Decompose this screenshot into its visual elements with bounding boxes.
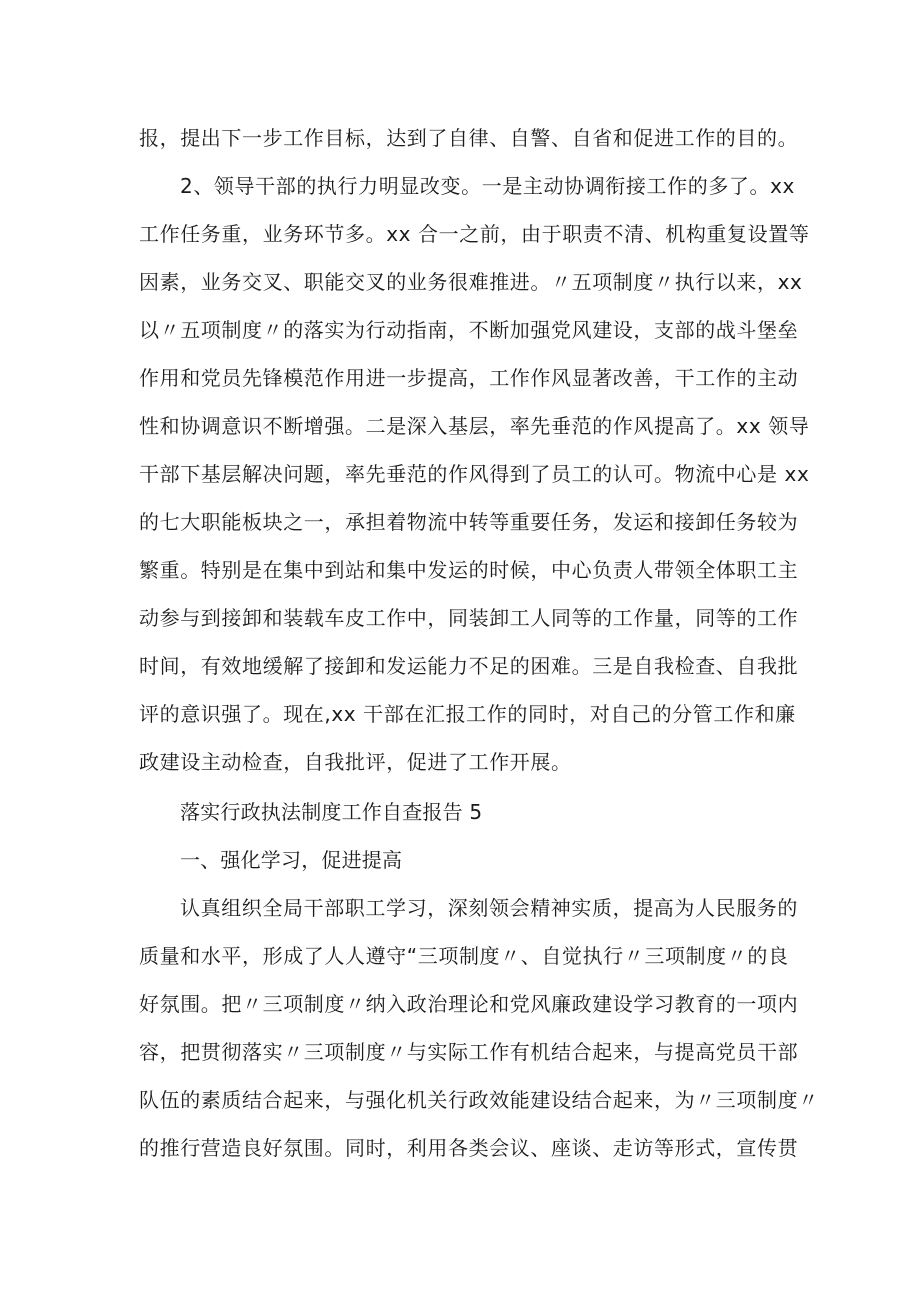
text-line: 报，提出下一步工作目标，达到了自律、自警、自省和促进工作的目的。: [139, 126, 799, 150]
text-line: 作用和党员先锋模范作用进一步提高，工作作风显著改善，干工作的主动: [139, 366, 799, 390]
text-line: 以〃五项制度〃的落实为行动指南，不断加强党风建设，支部的战斗堡垒: [139, 318, 799, 342]
subsection-title: 一、强化学习，促进提高: [180, 848, 403, 872]
section-heading: 落实行政执法制度工作自查报告 5: [180, 800, 483, 824]
text-line: 繁重。特别是在集中到站和集中发运的时候，中心负责人带领全体职工主: [139, 558, 799, 582]
text-line: 的推行营造良好氛围。同时，利用各类会议、座谈、走访等形式，宣传贯: [139, 1136, 799, 1160]
text-line: 队伍的素质结合起来，与强化机关行政效能建设结合起来，为〃三项制度〃: [139, 1088, 819, 1112]
text-line: 政建设主动检查，自我批评，促进了工作开展。: [139, 750, 572, 774]
text-line: 时间，有效地缓解了接卸和发运能力不足的困难。三是自我检查、自我批: [139, 654, 799, 678]
text-line: 认真组织全局干部职工学习，深刻领会精神实质，提高为人民服务的: [180, 896, 798, 920]
text-line: 性和协调意识不断增强。二是深入基层，率先垂范的作风提高了。xx 领导: [139, 414, 810, 438]
text-line: 质量和水平，形成了人人遵守“三项制度〃、自觉执行〃三项制度〃的良: [139, 944, 789, 968]
text-line: 因素，业务交叉、职能交叉的业务很难推进。〃五项制度〃执行以来，xx: [139, 270, 803, 294]
text-line: 2、领导干部的执行力明显改变。一是主动协调衔接工作的多了。xx: [180, 174, 795, 198]
text-line: 的七大职能板块之一，承担着物流中转等重要任务，发运和接卸任务较为: [139, 510, 799, 534]
text-line: 工作任务重，业务环节多。xx 合一之前，由于职责不清、机构重复设置等: [139, 222, 810, 246]
text-line: 评的意识强了。现在,xx 干部在汇报工作的同时，对自己的分管工作和廉: [139, 702, 796, 726]
text-line: 动参与到接卸和装载车皮工作中，同装卸工人同等的工作量，同等的工作: [139, 606, 799, 630]
text-line: 干部下基层解决问题，率先垂范的作风得到了员工的认可。物流中心是 xx: [139, 462, 810, 486]
text-line: 容，把贯彻落实〃三项制度〃与实际工作有机结合起来，与提高党员干部: [139, 1040, 799, 1064]
text-line: 好氛围。把〃三项制度〃纳入政治理论和党风廉政建设学习教育的一项内: [139, 992, 799, 1016]
